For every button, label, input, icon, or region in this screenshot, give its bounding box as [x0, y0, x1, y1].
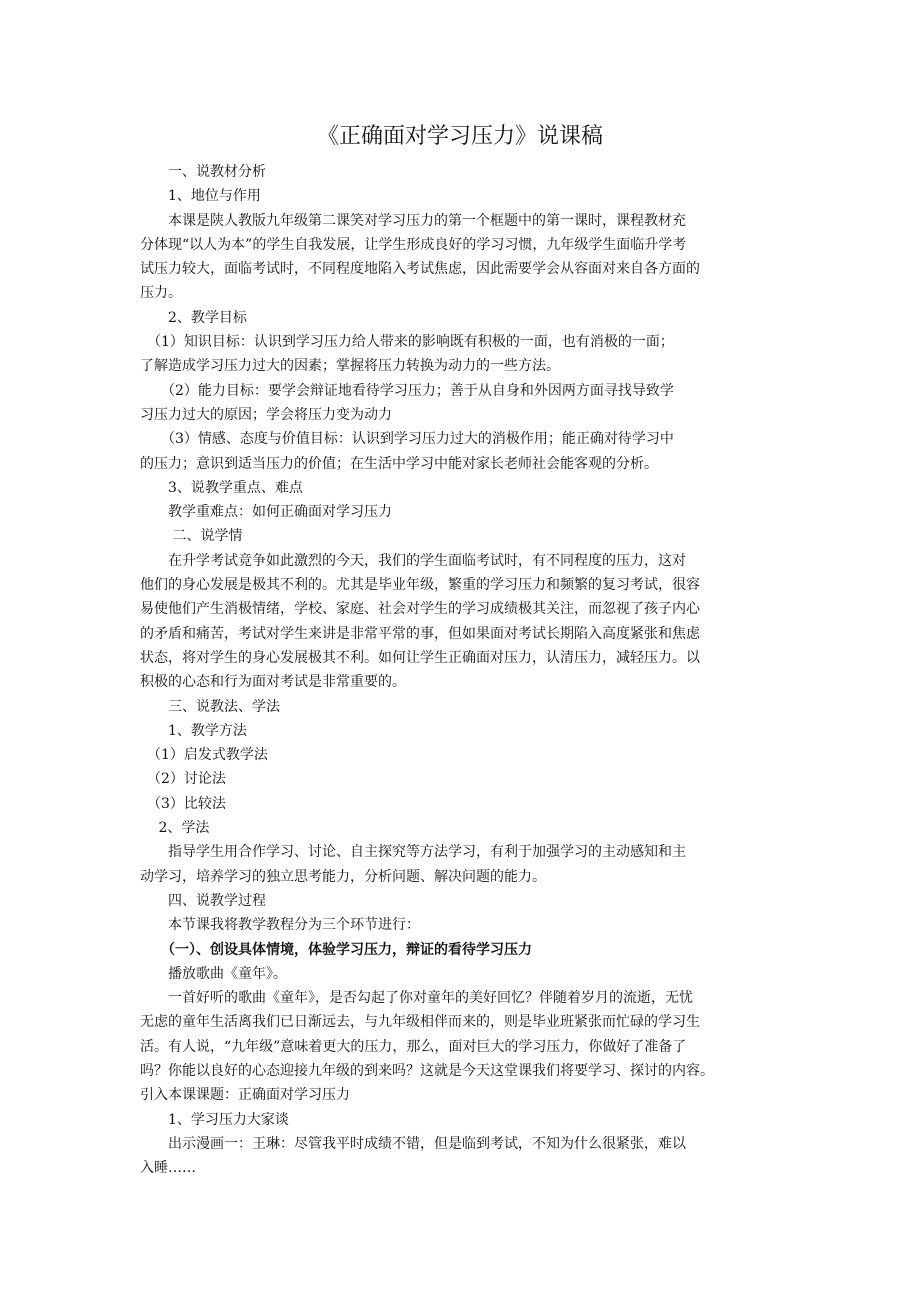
text-line: （3）比较法	[140, 795, 226, 812]
text-line: 易使他们产生消极情绪，学校、家庭、社会对学生的学习成绩极其关注，而忽视了孩子内心	[140, 601, 700, 618]
text-line: 指导学生用合作学习、讨论、自主探究等方法学习，有利于加强学习的主动感知和主	[140, 844, 686, 861]
text-line: 二、说学情	[140, 528, 243, 545]
text-line: 习压力过大的原因；学会将压力变为动力	[140, 406, 392, 423]
text-line: 状态，将对学生的身心发展极其不利。如何让学生正确面对压力，认清压力，减轻压力。以	[140, 649, 700, 666]
text-line: （1）启发式教学法	[140, 747, 268, 764]
text-line: 一首好听的歌曲《童年》，是否勾起了你对童年的美好回忆？伴随着岁月的流逝，无忧	[140, 990, 693, 1007]
text-line: 的矛盾和痛苦，考试对学生来讲是非常平常的事，但如果面对考试长期陷入高度紧张和焦虑	[140, 625, 700, 642]
text-line: 积极的心态和行为面对考试是非常重要的。	[140, 674, 406, 691]
bold-subheading-line: （一）、创设具体情境，体验学习压力，辩证的看待学习压力	[140, 941, 532, 958]
text-line: 了解造成学习压力过大的因素；掌握将压力转换为动力的一些方法。	[140, 358, 560, 375]
text-line: 2、教学目标	[140, 309, 247, 326]
text-line: 分体现“以人为本”的学生自我发展，让学生形成良好的学习习惯，九年级学生面临升学考	[140, 236, 687, 253]
text-line: （1）知识目标：认识到学习压力给人带来的影响既有积极的一面，也有消极的一面；	[140, 334, 674, 351]
text-line: （3）情感、态度与价值目标：认识到学习压力过大的消极作用；能正确对待学习中	[140, 431, 674, 448]
text-line: 一、说教材分析	[140, 164, 266, 180]
text-line: 1、教学方法	[140, 722, 247, 739]
text-line: 压力。	[140, 285, 182, 302]
document-title: 《正确面对学习压力》说课稿	[316, 124, 603, 149]
text-line: 教学重难点：如何正确面对学习压力	[140, 504, 392, 521]
text-line: 他们的身心发展是极其不利的。尤其是毕业年级，繁重的学习压力和频繁的复习考试，很容	[140, 577, 700, 594]
text-line: 的压力；意识到适当压力的价值；在生活中学习中能对家长老师社会能客观的分析。	[140, 455, 658, 472]
text-line: 吗？你能以良好的心态迎接九年级的到来吗？这就是今天这堂课我们将要学习、探讨的内容。	[140, 1062, 714, 1079]
text-line: 在升学考试竞争如此激烈的今天，我们的学生面临考试时，有不同程度的压力，这对	[140, 552, 686, 569]
document-body	[140, 160, 785, 1180]
text-line: （2）能力目标：要学会辩证地看待学习压力；善于从自身和外因两方面寻找导致学	[140, 382, 674, 399]
text-line: 引入本课课题：正确面对学习压力	[140, 1087, 350, 1104]
text-line: 出示漫画一：王琳：尽管我平时成绩不错，但是临到考试，不知为什么很紧张，难以	[140, 1135, 686, 1152]
text-line: （2）讨论法	[140, 771, 226, 788]
text-line: 本节课我将教学教程分为三个环节进行：	[140, 917, 420, 934]
text-line: 三、说教法、学法	[140, 698, 280, 715]
text-line: 动学习，培养学习的独立思考能力，分析问题、解决问题的能力。	[140, 868, 546, 885]
text-line: 无虑的童年生活离我们已日渐远去，与九年级相伴而来的，则是毕业班紧张而忙碌的学习生	[140, 1014, 700, 1031]
text-line: 播放歌曲《童年》。	[140, 965, 287, 982]
text-line: 1、地位与作用	[140, 188, 261, 205]
text-line: 四、说教学过程	[140, 892, 266, 909]
text-line: 3、说教学重点、难点	[140, 479, 303, 496]
text-line: 试压力较大，面临考试时，不同程度地陷入考试焦虑，因此需要学会从容面对来自各方面的	[140, 261, 700, 278]
text-line: 活。有人说，“九年级”意味着更大的压力，那么，面对巨大的学习压力，你做好了准备了	[140, 1038, 687, 1055]
text-line: 本课是陕人教版九年级第二课笑对学习压力的第一个框题中的第一课时，课程教材充	[140, 212, 686, 229]
text-line: 1、学习压力大家谈	[140, 1111, 289, 1128]
text-line: 2、学法	[140, 820, 210, 837]
text-line: 入睡……	[140, 1160, 196, 1177]
